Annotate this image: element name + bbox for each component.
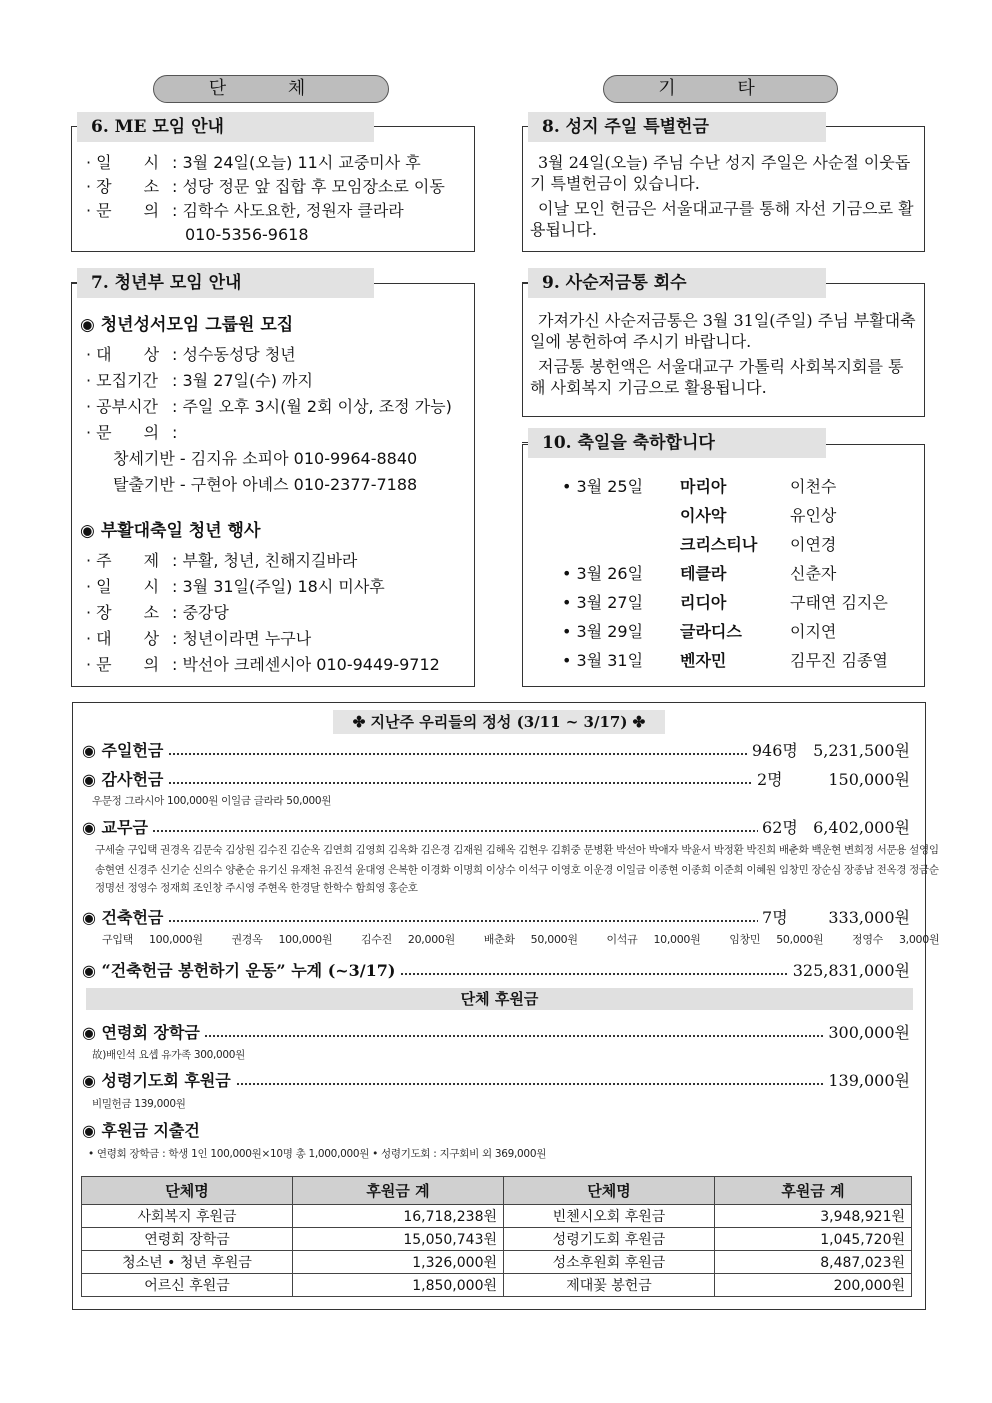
- table-header: 단체명: [504, 1177, 715, 1205]
- me-title: 6. ME 모임 안내: [77, 112, 374, 142]
- youth-row: · 장 소 : 중강당: [86, 603, 229, 622]
- building-campaign-value: 325,831,000원: [789, 958, 910, 981]
- table-cell: 사회복지 후원금: [82, 1205, 293, 1228]
- table-cell: 3,948,921원: [715, 1205, 912, 1228]
- table-cell: 16,718,238원: [293, 1205, 504, 1228]
- table-header: 후원금 계: [293, 1177, 504, 1205]
- offering-title: ✤ 지난주 우리들의 정성 (3/11 ~ 3/17) ✤: [333, 710, 665, 734]
- palm-title: 8. 성지 주일 특별헌금: [528, 112, 826, 142]
- table-cell: 성령기도회 후원금: [504, 1228, 715, 1251]
- table-row: [82, 1205, 912, 1228]
- me-row: · 장 소 : 성당 정문 앞 집합 후 모임장소로 이동: [86, 177, 445, 196]
- table-cell: 어르신 후원금: [82, 1274, 293, 1297]
- sunday-offering-row: [82, 738, 910, 762]
- spirit-prayer-value: 139,000원: [824, 1068, 910, 1091]
- table-cell: 연령회 장학금: [82, 1228, 293, 1251]
- expense-heading: ◉ 후원금 지출건: [82, 1121, 200, 1140]
- youth-row: · 대 상 : 성수동성당 청년: [86, 345, 296, 364]
- youth-row: · 공부시간 : 주일 오후 3시(월 2회 이상, 조정 가능): [86, 397, 452, 416]
- youth-title: 7. 청년부 모임 안내: [77, 268, 374, 298]
- youth-contact: 탈출기반 - 구현아 아녜스 010-2377-7188: [113, 475, 418, 494]
- me-phone: 010-5356-9618: [185, 225, 309, 244]
- section-header-groups: 단 체: [153, 75, 389, 103]
- lent-title: 9. 사순저금통 회수: [528, 268, 826, 298]
- spirit-prayer-detail: 비밀헌금 139,000원: [92, 1098, 186, 1110]
- me-row: · 일 시 : 3월 24일(오늘) 11시 교중미사 후: [86, 153, 421, 172]
- youth-row: · 문 의 : 박선아 크레센시아 010-9449-9712: [86, 655, 440, 674]
- youth-row: · 일 시 : 3월 31일(주일) 18시 미사후: [86, 577, 385, 596]
- table-cell: 8,487,023원: [715, 1251, 912, 1274]
- spirit-prayer-label: ◉ 성령기도회 후원금: [82, 1068, 235, 1091]
- youth-row: · 주 제 : 부활, 청년, 친해지길바라: [86, 551, 358, 570]
- parish-dues-label: ◉ 교무금: [82, 815, 152, 838]
- youth-contact: 창세기반 - 김지유 소피아 010-9964-8840: [113, 449, 418, 468]
- lent-paragraph: 가져가신 사순저금통은 3월 31일(주일) 주님 부활대축일에 봉헌하여 주시기 바랍니다.: [530, 311, 916, 351]
- scholarship-detail: 故)배인석 요셉 유가족 300,000원: [92, 1049, 246, 1061]
- scholarship-value: 300,000원: [824, 1020, 910, 1043]
- table-cell: 200,000원: [715, 1274, 912, 1297]
- table-cell: 제대꽃 봉헌금: [504, 1274, 715, 1297]
- youth-bible-heading: ◉ 청년성서모임 그룹원 모집: [80, 315, 294, 335]
- support-summary-table: [81, 1176, 912, 1297]
- table-row: [82, 1274, 912, 1297]
- building-offering-row: [82, 905, 910, 929]
- table-row: [82, 1251, 912, 1274]
- parish-names-line: 구세술 구입택 권경옥 김문숙 김상원 김수진 김순옥 김연희 김영희 김옥화 김은경 김재원 김해옥 김현우 김휘중 문병환 박선아 박애자 박윤서 박정환 박진희 배춘화 백운현 변희정 서문용 설영임: [95, 844, 939, 856]
- scholarship-label: ◉ 연령회 장학금: [82, 1020, 204, 1043]
- table-header: 단체명: [82, 1177, 293, 1205]
- palm-paragraph: 3월 24일(오늘) 주님 수난 성지 주일은 사순절 이웃돕기 특별헌금이 있습니다.: [530, 153, 911, 193]
- youth-row: · 문 의 :: [86, 423, 178, 442]
- building-offering-value: 7명 333,000원: [758, 905, 910, 928]
- table-header: 후원금 계: [715, 1177, 912, 1205]
- feast-title: 10. 축일을 축하합니다: [528, 428, 826, 458]
- thanks-offering-row: [82, 767, 910, 791]
- sunday-offering-label: ◉ 주일헌금: [82, 738, 167, 761]
- table-cell: 1,045,720원: [715, 1228, 912, 1251]
- thanks-offering-value: 2명 150,000원: [753, 767, 910, 790]
- building-campaign-row: [82, 958, 910, 982]
- table-cell: 청소년 • 청년 후원금: [82, 1251, 293, 1274]
- me-row: · 문 의 : 김학수 사도요한, 정원자 클라라: [86, 201, 404, 220]
- youth-easter-heading: ◉ 부활대축일 청년 행사: [80, 521, 261, 541]
- building-campaign-label: ◉ “건축헌금 봉헌하기 운동” 누계 (~3/17): [82, 958, 399, 981]
- table-header-row: [82, 1177, 912, 1205]
- parish-dues-value: 62명 6,402,000원: [758, 815, 910, 838]
- thanks-detail: 우문정 그라시아 100,000원 이일금 글라라 50,000원: [92, 795, 332, 807]
- lent-paragraph: 저금통 봉헌액은 서울대교구 가톨릭 사회복지회를 통해 사회복지 기금으로 활용됩니다.: [530, 357, 904, 397]
- scholarship-row: [82, 1020, 910, 1044]
- table-cell: 1,326,000원: [293, 1251, 504, 1274]
- table-cell: 1,850,000원: [293, 1274, 504, 1297]
- parish-dues-row: [82, 815, 910, 839]
- table-cell: 빈첸시오회 후원금: [504, 1205, 715, 1228]
- parish-names-line: 정명선 정영수 정재희 조인창 주시영 주현옥 한경달 한학수 함희영 홍순호: [95, 882, 418, 894]
- table-row: [82, 1228, 912, 1251]
- section-header-others: 기 타: [603, 75, 838, 103]
- palm-paragraph: 이날 모인 헌금은 서울대교구를 통해 자선 기금으로 활용됩니다.: [530, 199, 914, 239]
- youth-row: · 모집기간 : 3월 27일(수) 까지: [86, 371, 313, 390]
- expense-detail: • 연령회 장학금 : 학생 1인 100,000원×10명 총 1,000,000원 • 성령기도회 : 지구회비 외 369,000원: [88, 1148, 547, 1160]
- table-cell: 성소후원회 후원금: [504, 1251, 715, 1274]
- table-cell: 15,050,743원: [293, 1228, 504, 1251]
- group-support-heading: 단체 후원금: [86, 988, 913, 1010]
- thanks-offering-label: ◉ 감사헌금: [82, 767, 167, 790]
- sunday-offering-value: 946명 5,231,500원: [748, 738, 910, 761]
- youth-row: · 대 상 : 청년이라면 누구나: [86, 629, 312, 648]
- spirit-prayer-row: [82, 1068, 910, 1092]
- parish-names-line: 송현연 신경주 신기순 신의수 양춘순 유기신 유재천 유진석 윤대영 은복한 이경화 이명희 이상수 이석구 이영호 이운경 이일금 이종현 이종희 이준희 이혜원 임창민 장순심 장종남 전옥경 정금순: [95, 864, 939, 876]
- building-donors: 구입택 100,000원 권경옥 100,000원 김수진 20,000원 배춘화 50,000원 이석규 10,000원 임창민 50,000원 정영수 3,000원: [102, 933, 940, 946]
- building-offering-label: ◉ 건축헌금: [82, 905, 167, 928]
